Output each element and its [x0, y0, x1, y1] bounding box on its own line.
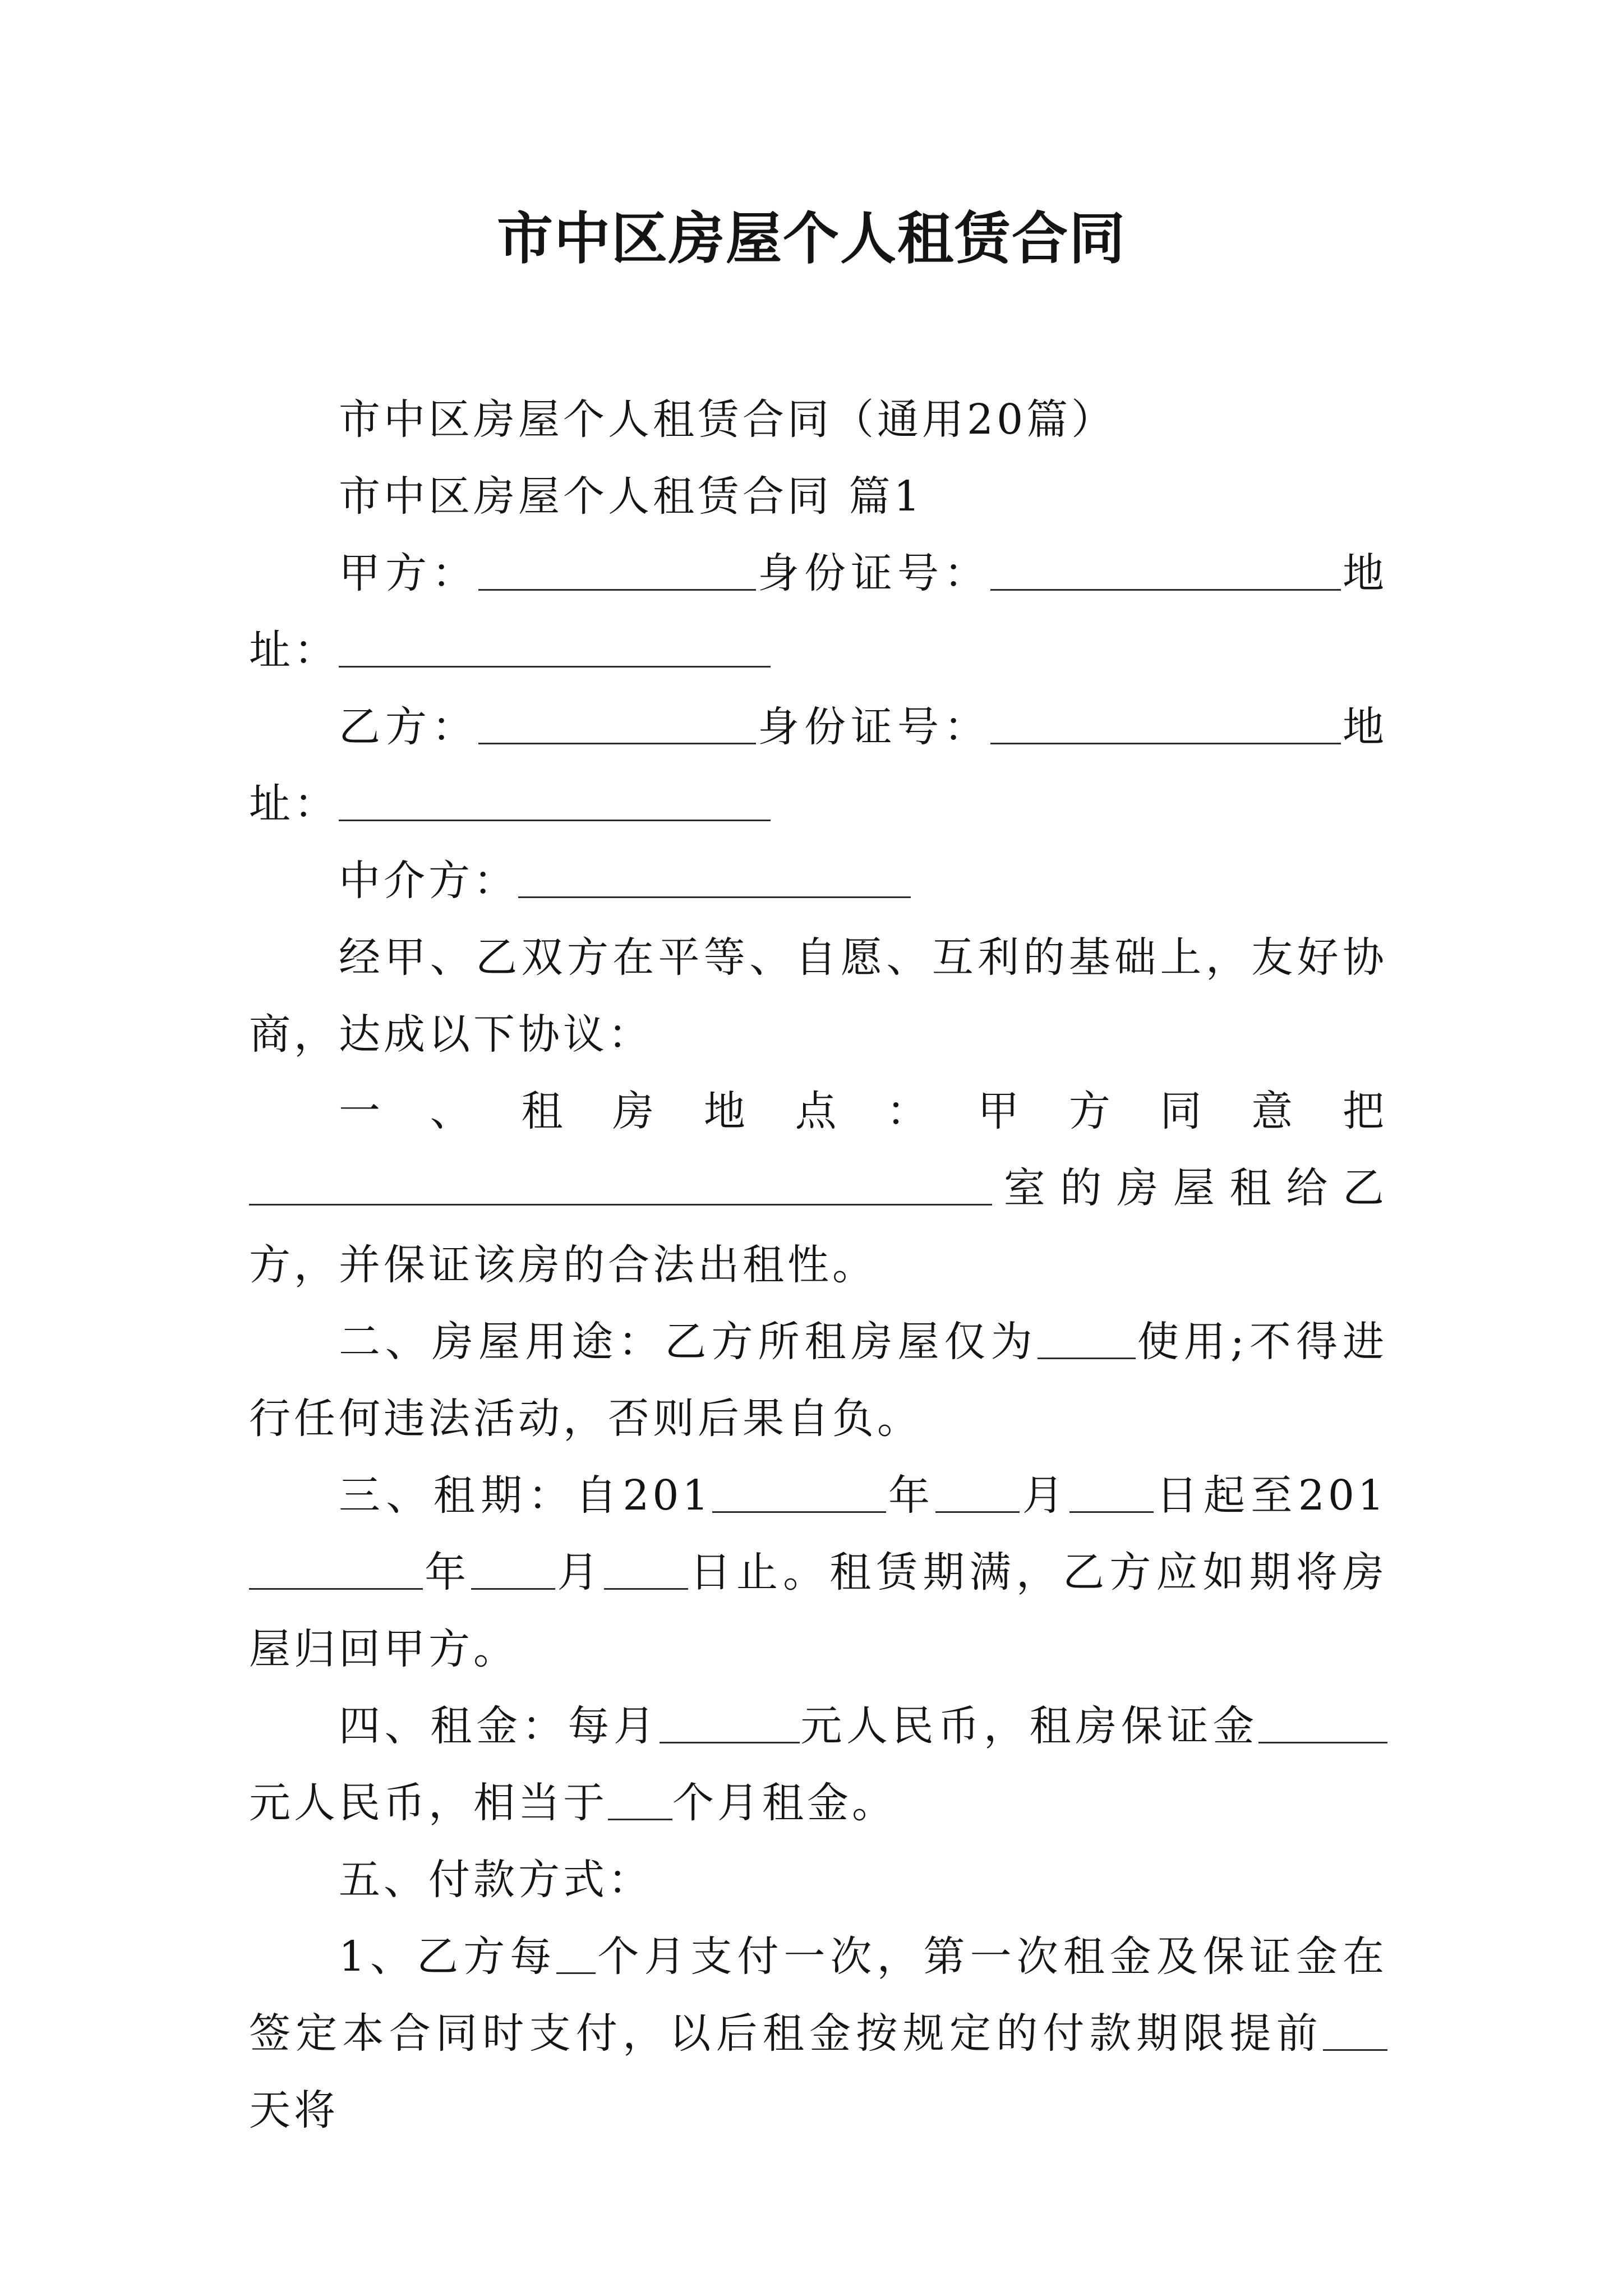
- clause-3-g: 日止。租赁期满，乙方应如期将房屋归回甲方。: [249, 1548, 1388, 1673]
- party-a-id-blank: [990, 555, 1341, 591]
- party-b-id-label: 身份证号：: [756, 703, 990, 751]
- clause-3-end-month-blank: [471, 1554, 555, 1590]
- clause-4: [249, 1688, 1387, 1842]
- clause-2-use-blank: [1038, 1324, 1136, 1359]
- clause-5-1-months-blank: [556, 1939, 596, 1974]
- clause-3-start-day-blank: [1069, 1478, 1154, 1513]
- clause-2: [249, 1304, 1387, 1457]
- section-heading: 市中区房屋个人租赁合同 篇1: [339, 472, 924, 521]
- clause-3-d: 日起至201: [1154, 1471, 1388, 1520]
- party-b-address-blank: [339, 786, 771, 821]
- party-b-label: 乙方：: [339, 703, 478, 751]
- party-a-id-label: 身份证号：: [756, 549, 990, 597]
- clause-4-b: 元人民币，租房保证金: [799, 1702, 1259, 1750]
- party-a-address-blank: [339, 632, 771, 668]
- clause-3-start-month-blank: [935, 1478, 1020, 1513]
- clause-3-b: 年: [886, 1471, 936, 1520]
- party-b-id-blank: [990, 709, 1341, 744]
- agent-line: [249, 843, 1387, 919]
- clause-3: [249, 1457, 1387, 1688]
- clause-5-1-b: 个月支付一次，第一次租金及保证金在签定本合同时支付，以后租金按规定的付款期限提前: [249, 1932, 1387, 2058]
- clause-3-start-year-blank: [712, 1478, 886, 1513]
- intro-paragraph: 经甲、乙双方在平等、自愿、互利的基础上，友好协商，达成以下协议：: [249, 933, 1387, 1059]
- clause-3-e: 年: [423, 1548, 472, 1596]
- subtitle: 市中区房屋个人租赁合同（通用20篇）: [339, 395, 1117, 444]
- clause-5-1-a: 1、乙方每: [339, 1932, 557, 1981]
- party-b-address-label-1: 地: [1341, 703, 1387, 751]
- document-title: 市中区房屋个人租赁合同: [497, 205, 1126, 272]
- party-b-name-blank: [478, 709, 756, 744]
- clause-3-end-year-blank: [249, 1554, 423, 1590]
- clause-5-heading: 五、付款方式：: [339, 1856, 653, 1904]
- clause-1: [249, 1073, 1387, 1304]
- clause-4-c: 元人民币，相当于: [249, 1779, 608, 1827]
- party-b-line: [249, 689, 1387, 843]
- party-a-name-blank: [478, 555, 756, 591]
- agent-label: 中介方：: [339, 857, 518, 905]
- clause-1-tail: 室的房屋租给乙方，并保证该房的合法出租性。: [249, 1164, 1387, 1289]
- party-a-address-label-1: 地: [1341, 549, 1387, 597]
- agent-name-blank: [518, 863, 911, 898]
- clause-4-a: 四、租金：每月: [339, 1702, 660, 1750]
- clause-3-f: 月: [555, 1548, 604, 1596]
- party-a-address-label-2: 址：: [249, 626, 339, 674]
- clause-3-end-day-blank: [604, 1554, 688, 1590]
- clause-5-1-days-blank: [1323, 2016, 1387, 2051]
- clause-5-1-c: 天将: [249, 2086, 339, 2134]
- party-a-line: [249, 535, 1387, 689]
- clause-3-c: 月: [1020, 1471, 1070, 1520]
- clause-4-deposit-blank: [1258, 1708, 1387, 1743]
- clause-4-d: 个月租金。: [672, 1779, 897, 1827]
- clause-1-head: 一、租房地点：甲方同意把: [339, 1087, 1387, 1135]
- clause-5-1: [249, 1918, 1387, 2149]
- clause-2-b: 使用;不得进行任何违法活动，否则后果自负。: [249, 1318, 1388, 1443]
- clause-3-a: 三、租期：自201: [339, 1471, 712, 1520]
- clause-1-room-blank: [249, 1170, 992, 1205]
- document-body: [249, 381, 1387, 2149]
- clause-4-months-blank: [608, 1785, 672, 1820]
- clause-2-a: 二、房屋用途：乙方所租房屋仅为: [339, 1318, 1038, 1366]
- party-b-address-label-2: 址：: [249, 780, 339, 828]
- clause-4-rent-blank: [660, 1708, 800, 1743]
- party-a-label: 甲方：: [339, 549, 478, 597]
